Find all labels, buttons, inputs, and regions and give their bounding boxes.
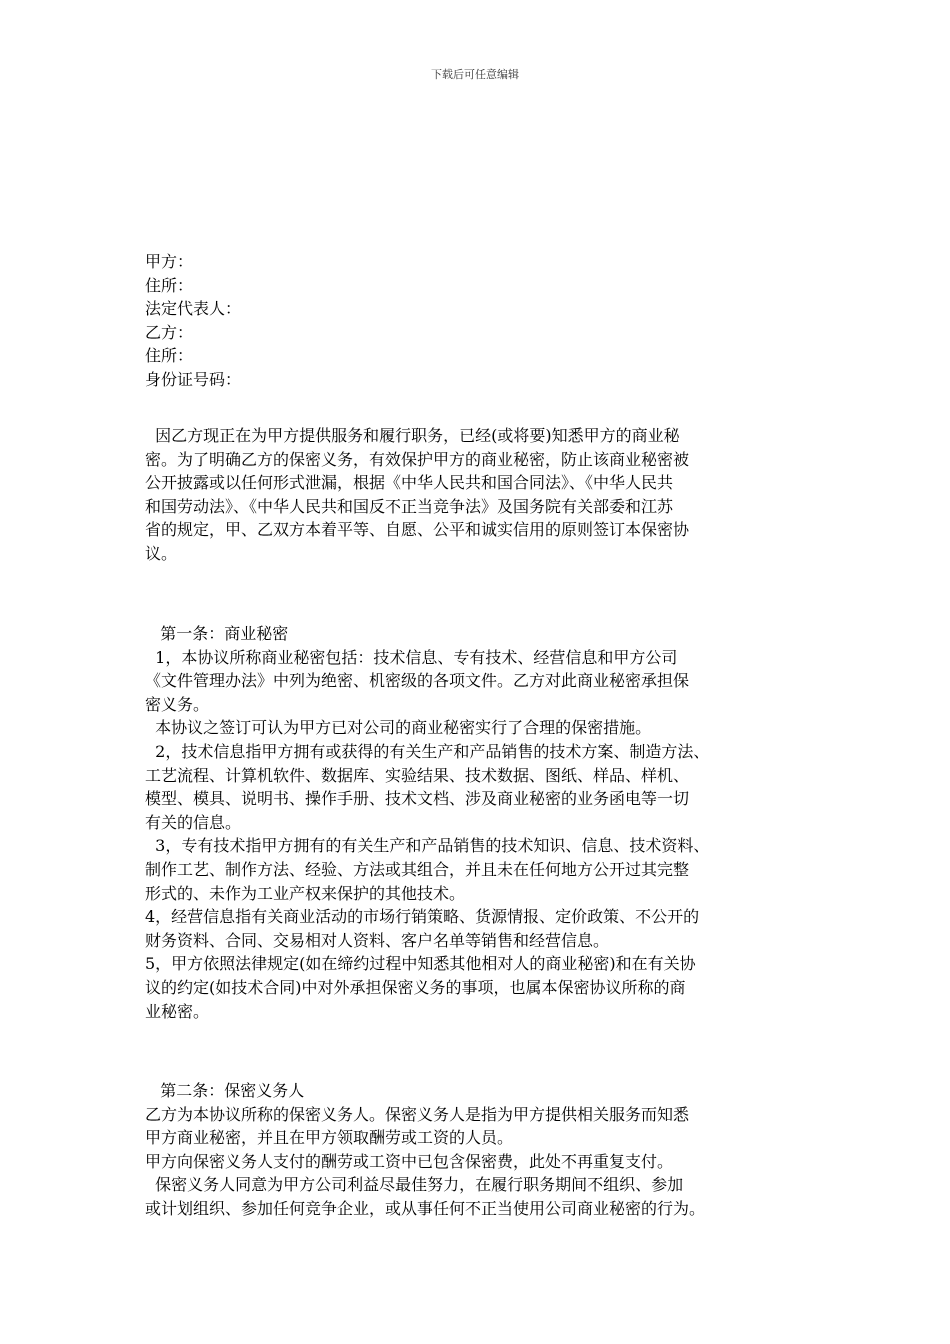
article-1-line: 模型、模具、说明书、操作手册、技术文档、涉及商业秘密的业务函电等一切: [145, 789, 690, 809]
article-1-line: 形式的、未作为工业产权来保护的其他技术。: [145, 883, 466, 903]
article-2-line: 第二条：保密义务人: [145, 1081, 305, 1100]
article-2-line: 乙方为本协议所称的保密义务人。保密义务人是指为甲方提供相关服务而知悉: [145, 1104, 690, 1124]
party-field-line: 法定代表人：: [145, 299, 242, 319]
intro-line: 因乙方现正在为甲方提供服务和履行职务，已经(或将要)知悉甲方的商业秘: [145, 426, 680, 445]
article-1-line: 密义务。: [145, 694, 210, 714]
party-field-line: 乙方：: [145, 322, 194, 342]
article-1-line: 制作工艺、制作方法、经验、方法或其组合，并且未在任何地方公开过其完整: [145, 859, 690, 879]
article-1-line: 财务资料、合同、交易相对人资料、客户名单等销售和经营信息。: [145, 930, 610, 950]
article-2-line: 甲方商业秘密，并且在甲方领取酬劳或工资的人员。: [145, 1128, 514, 1148]
party-field-line: 住所：: [145, 346, 194, 366]
article-1-line: 2，技术信息指甲方拥有或获得的有关生产和产品销售的技术方案、制造方法、: [145, 741, 710, 761]
article-1-line: 《文件管理办法》中列为绝密、机密级的各项文件。乙方对此商业秘密承担保: [145, 671, 690, 691]
party-field-line: 甲方：: [145, 252, 194, 271]
parties-section: [145, 250, 825, 392]
article-1-line: 1，本协议所称商业秘密包括：技术信息、专有技术、经营信息和甲方公司: [145, 647, 678, 667]
article-2-line: 保密义务人同意为甲方公司利益尽最佳努力，在履行职务期间不组织、参加: [145, 1175, 684, 1195]
intro-line: 密。为了明确乙方的保密义务，有效保护甲方的商业秘密，防止该商业秘密被: [145, 449, 690, 469]
article-1-line: 3，专有技术指甲方拥有的有关生产和产品销售的技术知识、信息、技术资料、: [145, 836, 710, 856]
article-1-trade-secrets: [145, 622, 825, 1023]
article-1-line: 工艺流程、计算机软件、数据库、实验结果、技术数据、图纸、样品、样机、: [145, 765, 690, 785]
article-2-line: 或计划组织、参加任何竞争企业，或从事任何不正当使用公司商业秘密的行为。: [145, 1198, 706, 1218]
article-1-line: 第一条：商业秘密: [145, 624, 289, 643]
article-1-line: 本协议之签订可认为甲方已对公司的商业秘密实行了合理的保密措施。: [145, 718, 652, 738]
intro-paragraph: [145, 424, 825, 566]
article-1-line: 5，甲方依照法律规定(如在缔约过程中知悉其他相对人的商业秘密)和在有关协: [145, 954, 696, 974]
article-1-line: 4，经营信息指有关商业活动的市场行销策略、货源情报、定价政策、不公开的: [145, 907, 700, 927]
intro-line: 省的规定，甲、乙双方本着平等、自愿、公平和诚实信用的原则签订本保密协: [145, 520, 690, 540]
article-2-line: 甲方向保密义务人支付的酬劳或工资中已包含保密费，此处不再重复支付。: [145, 1151, 674, 1171]
party-field-line: 住所：: [145, 275, 194, 295]
intro-line: 议。: [145, 543, 178, 563]
article-2-confidentiality-obligor: [145, 1079, 825, 1221]
article-1-line: 有关的信息。: [145, 812, 242, 832]
article-1-line: 业秘密。: [145, 1001, 210, 1021]
intro-line: 和国劳动法》、《中华人民共和国反不正当竞争法》及国务院有关部委和江苏: [145, 496, 674, 516]
page-header-note: 下载后可任意编辑: [431, 68, 519, 81]
intro-line: 公开披露或以任何形式泄漏，根据《中华人民共和国合同法》、《中华人民共: [145, 473, 674, 493]
party-field-line: 身份证号码：: [145, 369, 242, 389]
article-1-line: 议的约定(如技术合同)中对外承担保密义务的事项，也属本保密协议所称的商: [145, 977, 686, 997]
